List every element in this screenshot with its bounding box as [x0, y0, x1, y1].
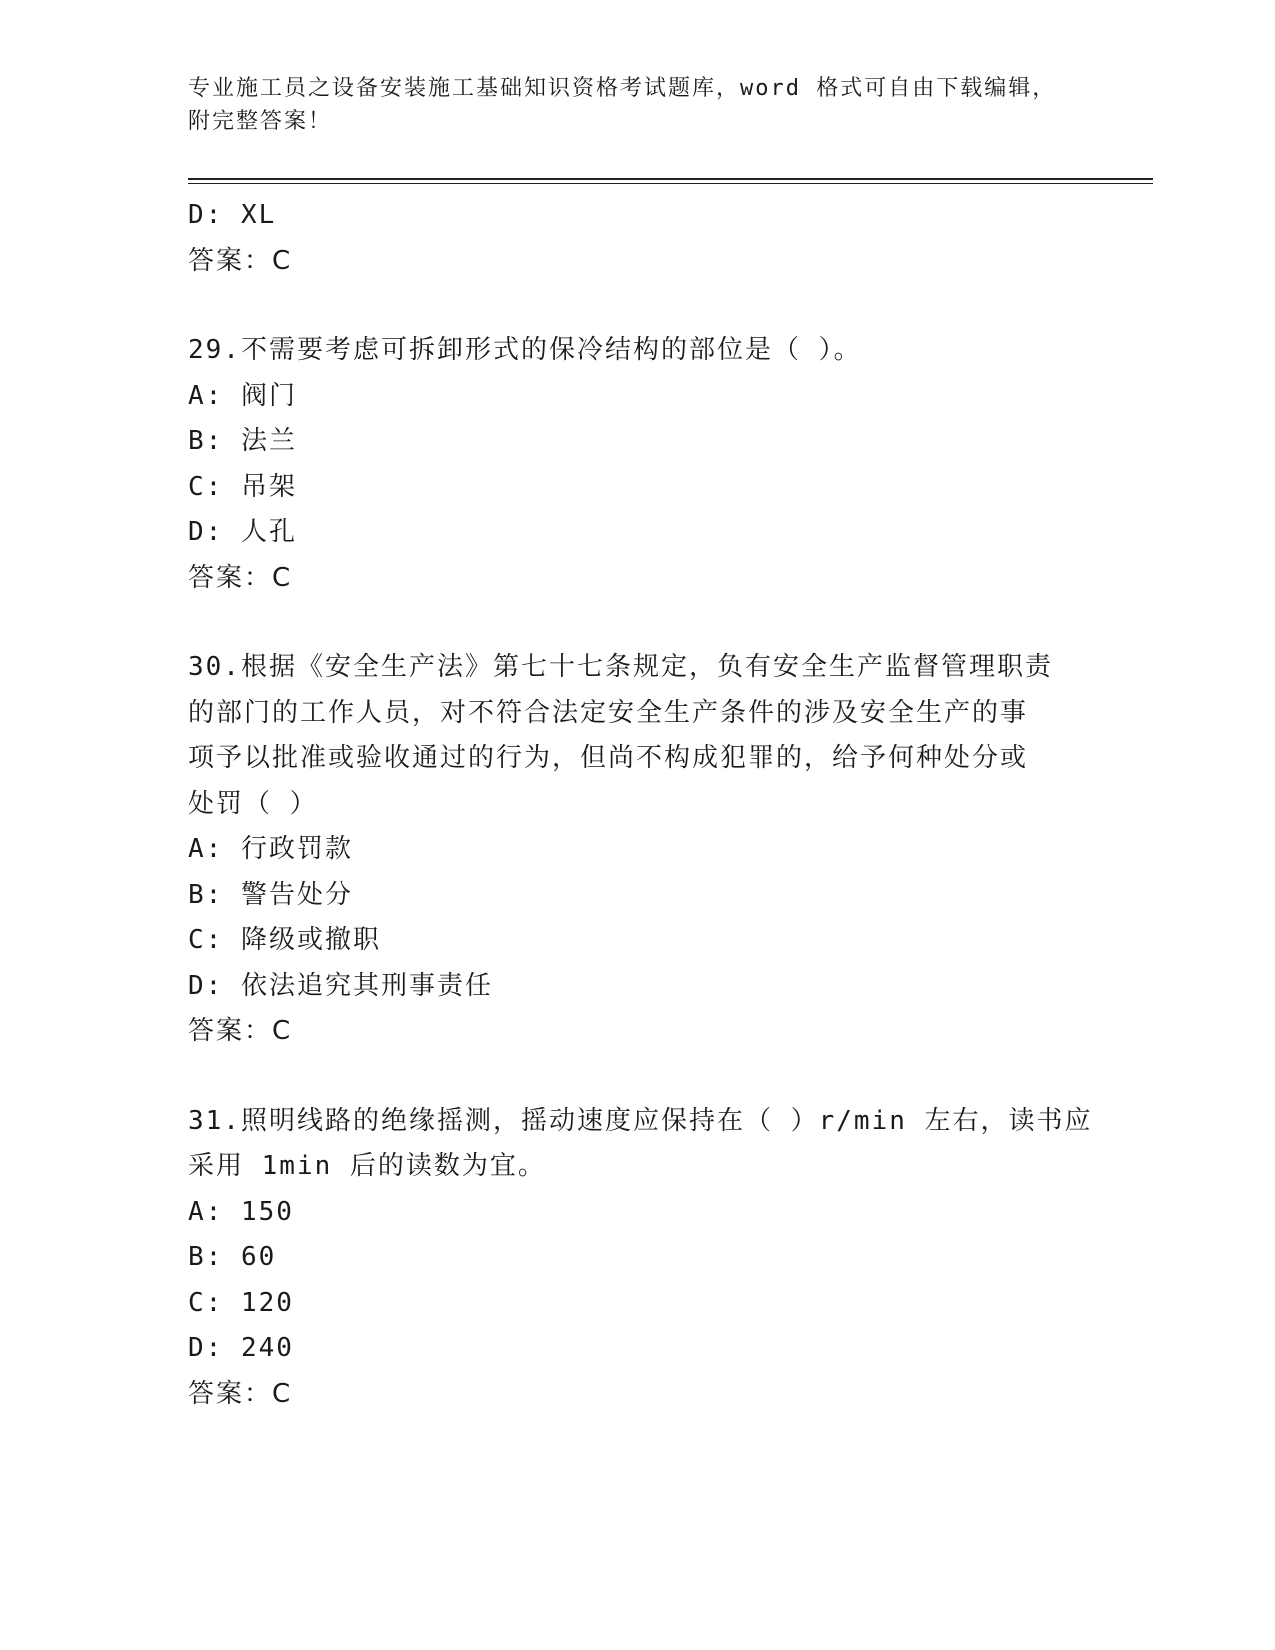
answer-line: 答案：C — [188, 1016, 293, 1046]
question-content — [188, 193, 1093, 1417]
option-a: A: 阀门 — [188, 380, 297, 411]
header-divider — [188, 178, 1153, 180]
option-b: B: 警告处分 — [188, 879, 353, 910]
option-d: D: XL — [188, 200, 277, 230]
option-a: A: 行政罚款 — [188, 834, 353, 864]
question-stem: 29.不需要考虑可拆卸形式的保冷结构的部位是（ ）。 — [188, 335, 862, 365]
question-31 — [188, 1099, 1093, 1418]
option-b: B: 法兰 — [188, 426, 297, 456]
option-d: D: 人孔 — [188, 517, 297, 547]
header-divider-thin — [188, 183, 1153, 184]
answer-line: 答案：C — [188, 1378, 293, 1409]
answer-line: 答案：C — [188, 562, 293, 593]
question-30 — [188, 645, 1088, 1055]
answer-line: 答案：C — [188, 245, 293, 276]
question-stem-line-1: 30.根据《安全生产法》第七十七条规定，负有安全生产监督管理职责 — [188, 652, 1053, 682]
question-stem-line-1: 31.照明线路的绝缘摇测，摇动速度应保持在（ ）r/min 左右，读书应 — [188, 1105, 1093, 1136]
question-stem-line-2: 的部门的工作人员，对不符合法定安全生产条件的涉及安全生产的事 — [188, 697, 1029, 728]
option-c: C: 降级或撤职 — [188, 925, 381, 955]
document-header — [188, 72, 1078, 138]
question-stem-line-3: 项予以批准或验收通过的行为，但尚不构成犯罪的，给予何种处分或 — [188, 743, 1029, 773]
option-c: C: 吊架 — [188, 471, 297, 502]
option-a: A: 150 — [188, 1196, 294, 1227]
option-c: C: 120 — [188, 1287, 294, 1318]
option-b: B: 60 — [188, 1242, 277, 1272]
option-d: D: 240 — [188, 1333, 294, 1363]
header-line-1: 专业施工员之设备安装施工基础知识资格考试题库，word 格式可自由下载编辑， — [188, 76, 1057, 101]
header-line-2: 附完整答案！ — [188, 109, 333, 134]
question-29 — [188, 328, 1088, 601]
question-stem-line-4: 处罚（ ） — [188, 788, 318, 819]
question-stem-line-2: 采用 1min 后的读数为宜。 — [188, 1151, 546, 1181]
option-d: D: 依法追究其刑事责任 — [188, 970, 493, 1001]
